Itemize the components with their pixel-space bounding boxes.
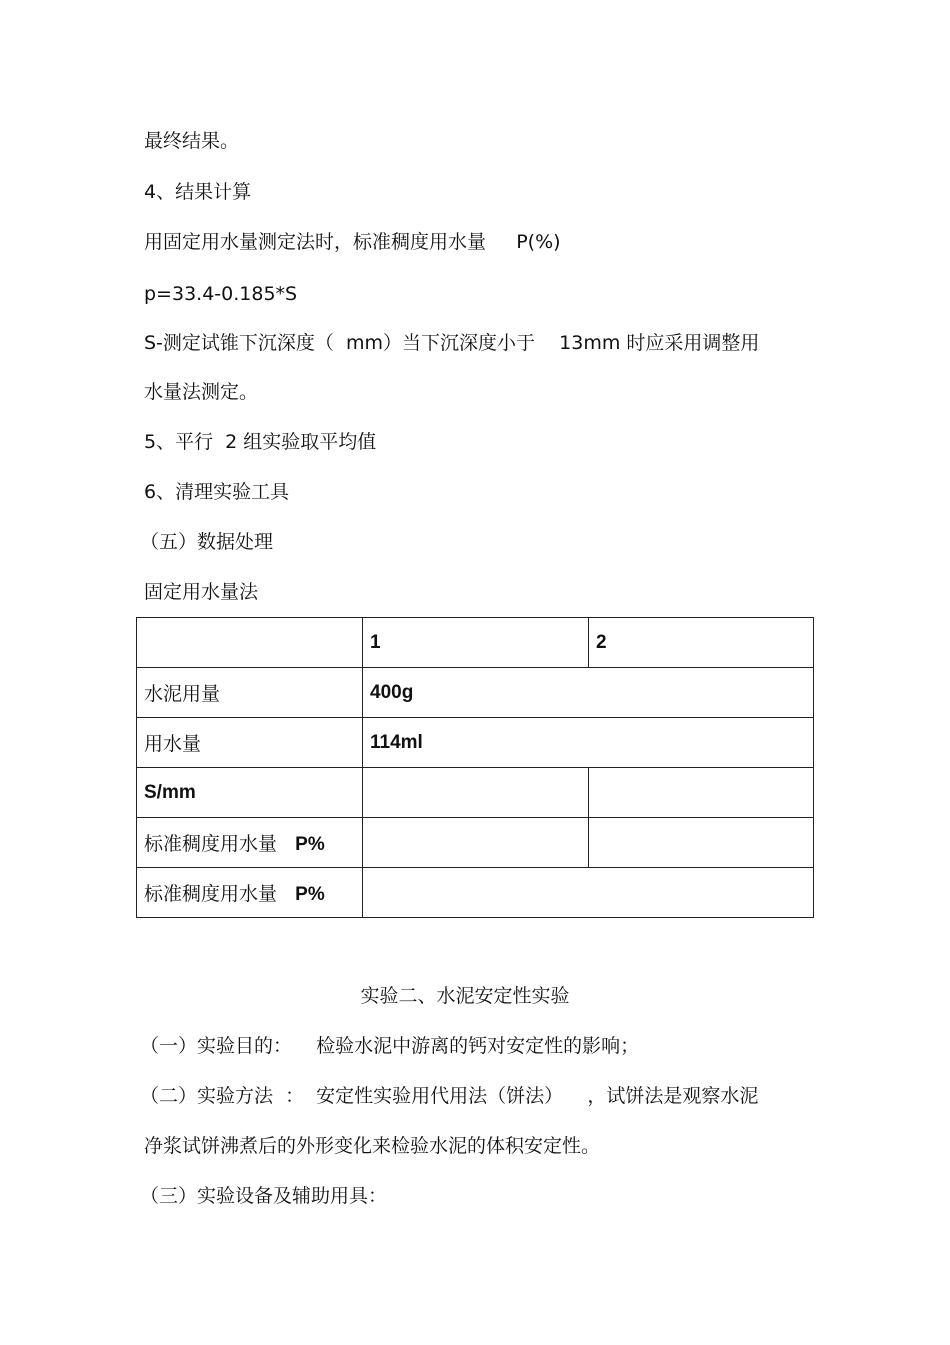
row-label-text: 标准稠度用水量 [144,833,278,855]
row-label [137,868,363,918]
table-cell: 400g [363,668,814,718]
text-line: 净浆试饼沸煮后的外形变化来检验水泥的体积安定性。 [144,1135,601,1157]
table-cell [589,818,814,868]
table-cell [363,868,814,918]
table-header-cell: 2 [589,618,814,668]
step-heading: 5、平行 2 组实验取平均值 [144,431,377,453]
step-heading: 4、结果计算 [144,181,252,203]
table-cell [363,768,589,818]
text-line: S-测定试锥下沉深度（ mm）当下沉深度小于 13mm 时应采用调整用 [144,332,760,354]
text-line: （三）实验设备及辅助用具： [140,1185,388,1207]
step-heading: 6、清理实验工具 [144,481,290,503]
row-label: 用水量 [137,718,363,768]
table-cell: 114ml [363,718,814,768]
row-label-text: 标准稠度用水量 [144,883,278,905]
table-cell [137,618,363,668]
text-line: （二）实验方法 ： 安定性实验用代用法（饼法） ，试饼法是观察水泥 [140,1085,759,1107]
formula: p=33.4-0.185*S [144,283,298,305]
row-label-unit: P% [295,834,325,855]
table-header-row [137,618,814,668]
text-line: 最终结果。 [144,130,240,152]
data-table [136,617,814,918]
table-row [137,818,814,868]
table-header-cell: 1 [363,618,589,668]
text-line: 用固定用水量测定法时，标准稠度用水量 P(%) [144,231,561,253]
row-label [137,818,363,868]
section-heading: （五）数据处理 [140,531,274,553]
table-cell [589,768,814,818]
row-label: S/mm [137,768,363,818]
table-row [137,668,814,718]
table-caption: 固定用水量法 [144,581,259,603]
table-cell [363,818,589,868]
row-label-unit: P% [295,884,325,905]
row-label: 水泥用量 [137,668,363,718]
table-row [137,868,814,918]
table-row [137,718,814,768]
text-line: （一）实验目的： 检验水泥中游离的钙对安定性的影响； [140,1035,640,1057]
table-row [137,768,814,818]
text-line: 水量法测定。 [144,381,259,403]
section-title: 实验二、水泥安定性实验 [360,985,570,1007]
